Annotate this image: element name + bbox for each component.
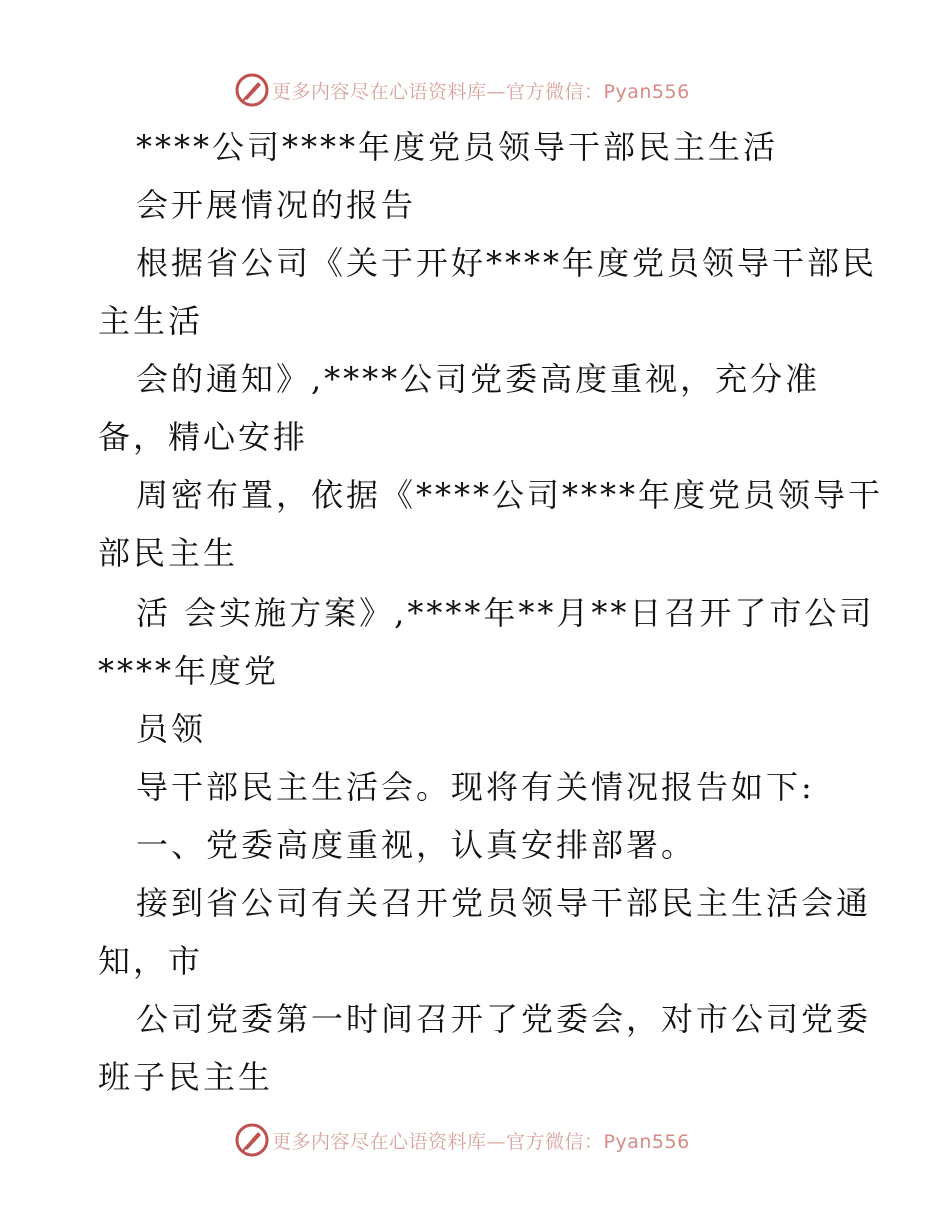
text-line: 一、党委高度重视，认真安排部署。	[136, 826, 697, 864]
text-line: 会开展情况的报告	[136, 186, 417, 224]
text-line: 活 会实施方案》,****年**月**日召开了市公司	[136, 594, 875, 632]
text-line: 接到省公司有关召开党员领导干部民主生活会通	[136, 884, 872, 922]
text-line: ****公司****年度党员领导干部民主生活	[136, 128, 779, 166]
text-line: ****年度党	[98, 652, 280, 690]
watermark-text: 更多内容尽在心语资料库—官方微信：Pyan556	[272, 80, 690, 103]
text-line: 部民主生	[98, 534, 239, 572]
header-watermark	[234, 70, 690, 110]
watermark-text: 更多内容尽在心语资料库—官方微信：Pyan556	[272, 1130, 690, 1153]
text-line: 根据省公司《关于开好****年度党员领导干部民	[136, 244, 878, 282]
text-line: 班子民主生	[98, 1058, 274, 1096]
text-line: 会的通知》,****公司党委高度重视，充分准	[136, 360, 821, 398]
text-line: 备，精心安排	[98, 418, 309, 456]
quill-logo-icon	[234, 1122, 270, 1158]
text-line: 主生活	[98, 302, 204, 340]
text-line: 周密布置，依据《****公司****年度党员领导干	[136, 476, 884, 514]
text-line: 导干部民主生活会。现将有关情况报告如下:	[136, 768, 815, 806]
text-line: 公司党委第一时间召开了党委会，对市公司党委	[136, 1000, 872, 1038]
quill-logo-icon	[234, 72, 270, 108]
text-line: 员领	[136, 710, 207, 748]
footer-watermark	[234, 1120, 690, 1160]
text-line: 知，市	[98, 942, 204, 980]
